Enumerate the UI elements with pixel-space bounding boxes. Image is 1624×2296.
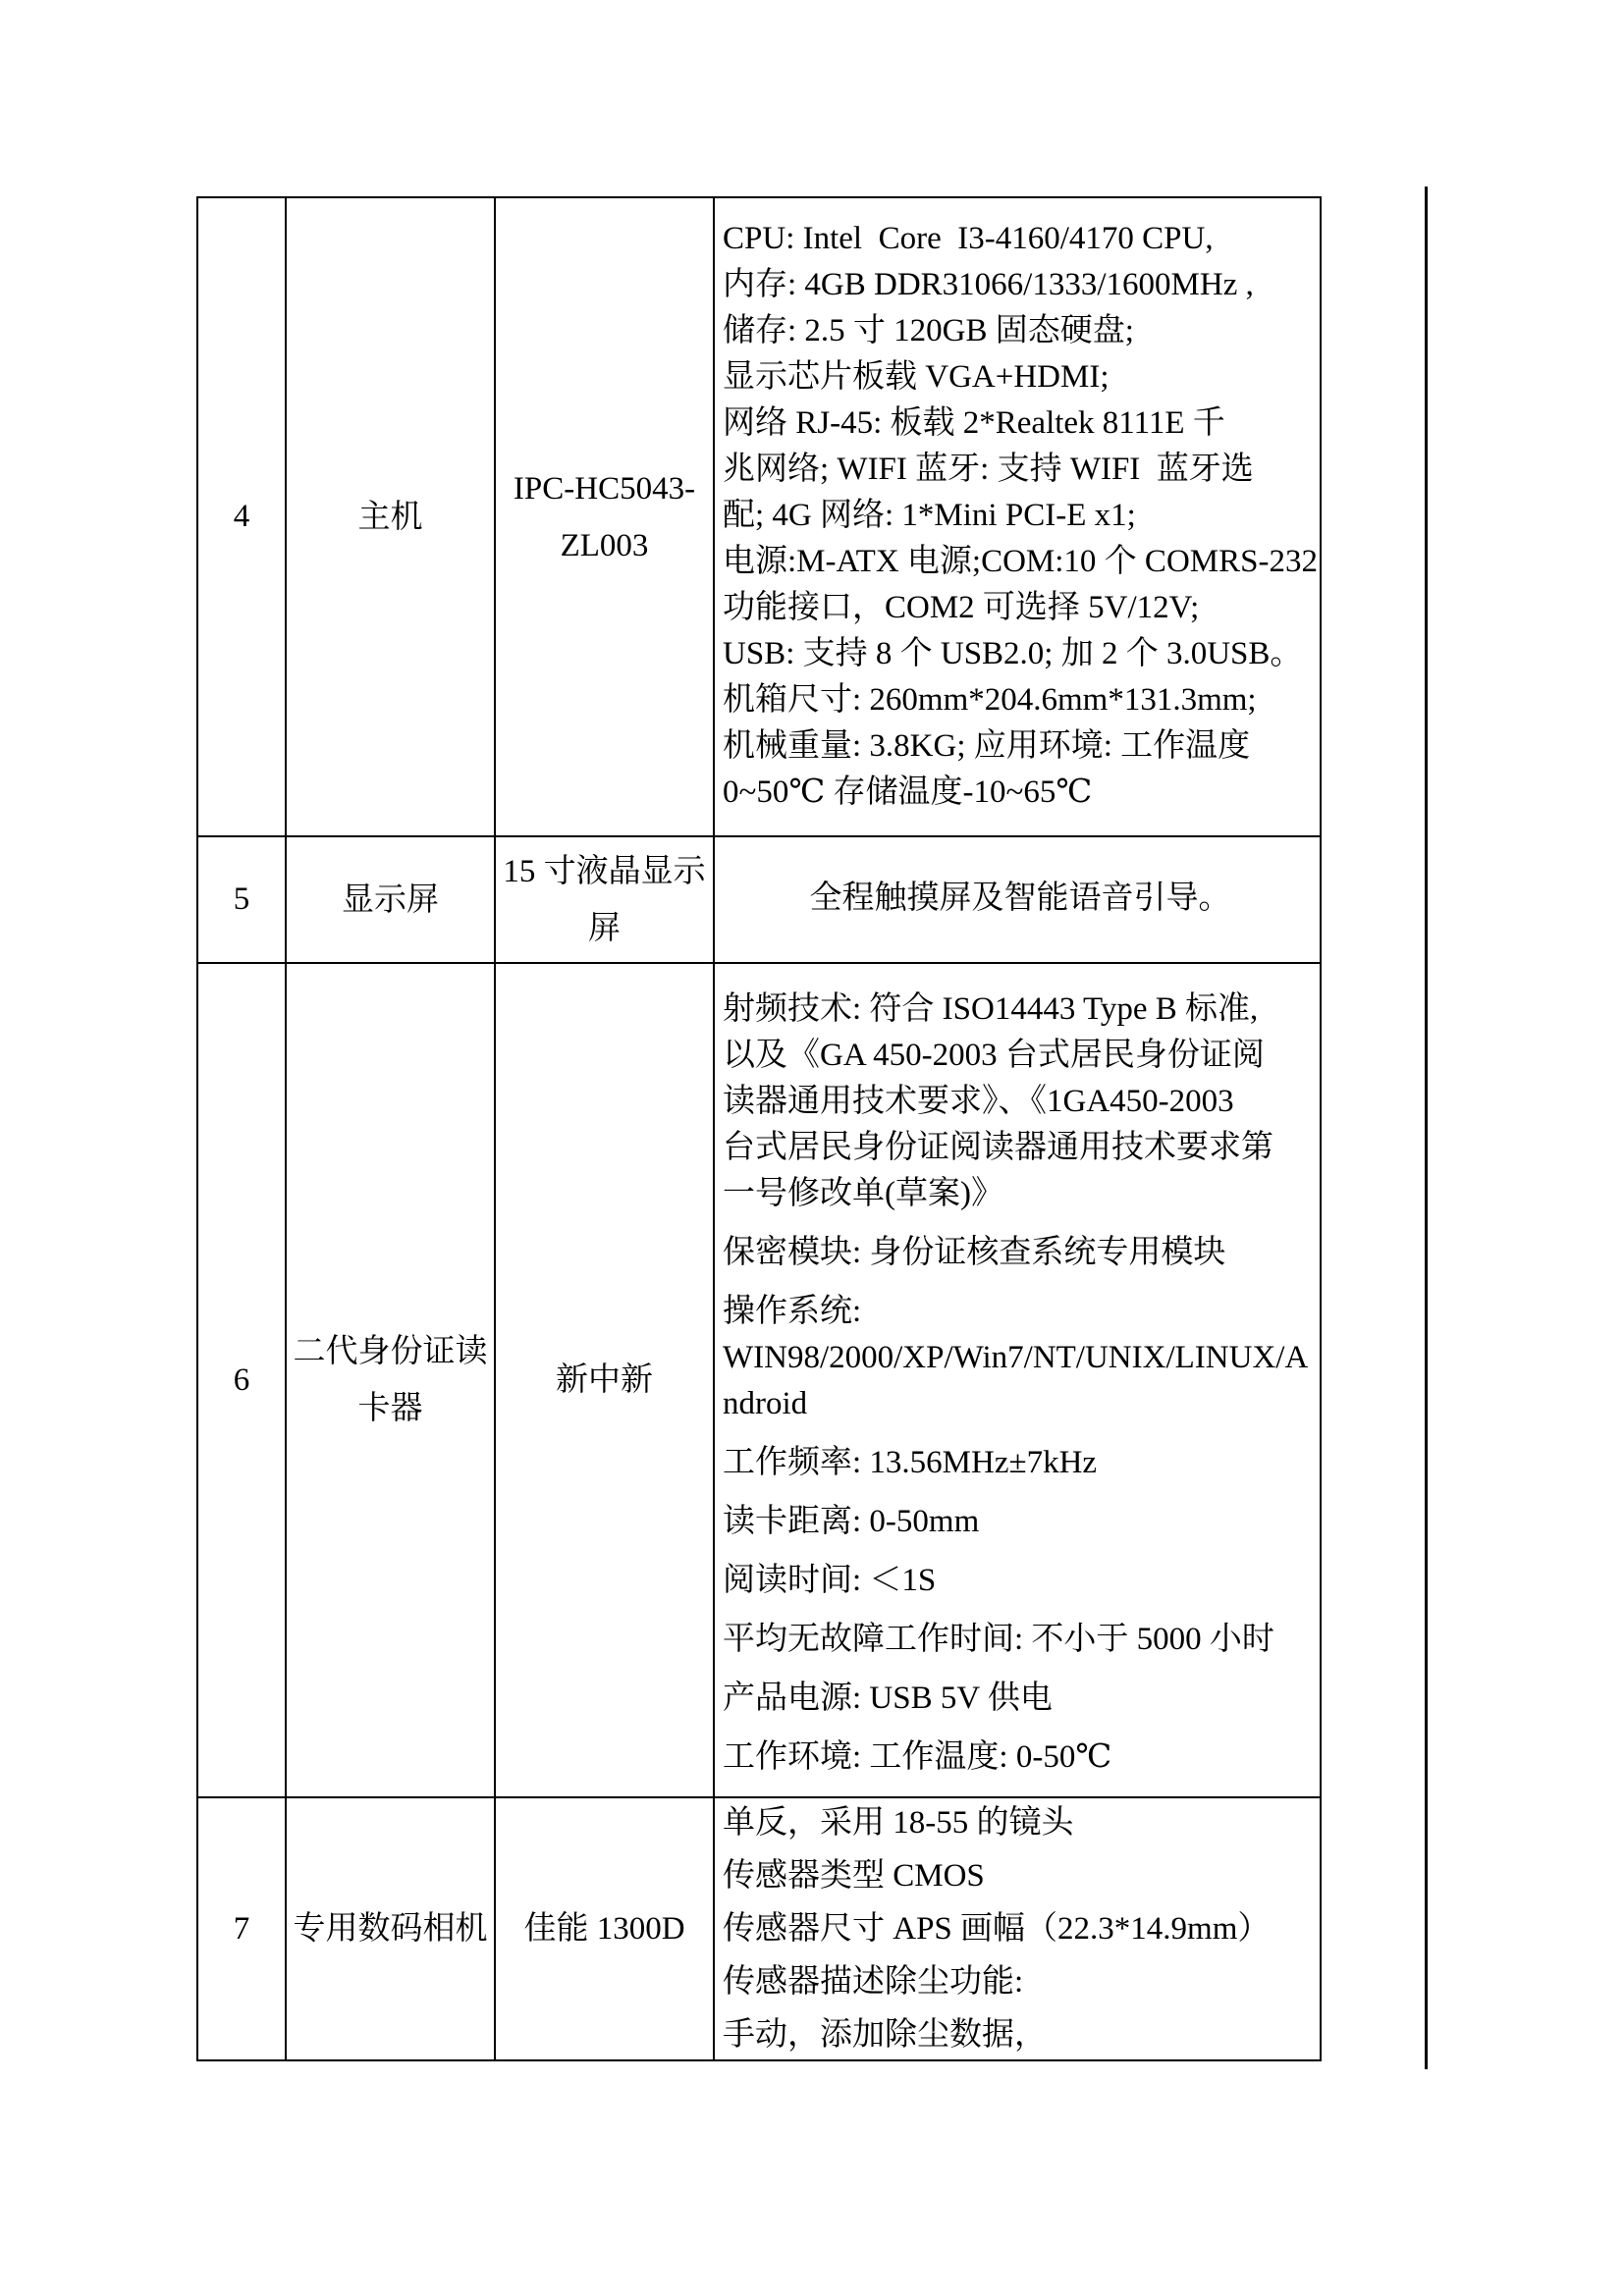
text-line: 传感器描述除尘功能: <box>723 1964 1024 2000</box>
spec-cell <box>714 963 1321 1797</box>
spec-paragraph <box>809 876 1230 922</box>
text-line: 主机 <box>357 499 423 535</box>
text-line: 产品电源: USB 5V 供电 <box>723 1681 1053 1716</box>
text-line: 一号修改单(草案)》 <box>723 1176 1003 1211</box>
text-line: 显示芯片板载 VGA+HDMI; <box>723 359 1110 395</box>
text-line: 网络 RJ-45: 板载 2*Realtek 8111E 千 <box>723 405 1225 441</box>
text-line: 机箱尺寸: 260mm*204.6mm*131.3mm; <box>723 682 1257 718</box>
text-line: 传感器类型 CMOS <box>723 1858 985 1894</box>
text-line: 配; 4G 网络: 1*Mini PCI-E x1; <box>723 498 1136 533</box>
device-name-cell <box>286 197 495 836</box>
spec-paragraph <box>723 1800 1318 1846</box>
text-line: 操作系统: <box>723 1294 862 1329</box>
text-line: 全程触摸屏及智能语音引导。 <box>809 881 1231 916</box>
table-row <box>197 197 1321 836</box>
spec-paragraph <box>723 1617 1318 1663</box>
text-line: 专用数码相机 <box>293 1911 488 1947</box>
model-cell <box>495 963 714 1797</box>
text-line: 储存: 2.5 寸 120GB 固态硬盘; <box>723 313 1134 348</box>
text-line: 机械重量: 3.8KG; 应用环境: 工作温度 <box>723 728 1251 764</box>
row-number-cell: 5 <box>197 836 286 963</box>
text-line: 15 寸液晶显示 <box>503 853 706 889</box>
text-line: 保密模块: 身份证核查系统专用模块 <box>723 1235 1226 1270</box>
text-line: 二代身份证读 <box>293 1334 488 1369</box>
text-line: ZL003 <box>560 527 649 563</box>
spec-paragraph <box>723 216 1318 816</box>
text-line: 工作环境: 工作温度: 0-50℃ <box>723 1739 1112 1775</box>
text-line: 屏 <box>588 910 621 946</box>
spec-cell <box>714 836 1321 963</box>
text-line: CPU: Intel Core I3-4160/4170 CPU, <box>723 221 1214 256</box>
text-line: 读器通用技术要求》、《1GA450-2003 <box>723 1084 1234 1119</box>
spec-paragraph <box>723 1289 1318 1427</box>
text-line: USB: 支持 8 个 USB2.0; 加 2 个 3.0USB。 <box>723 636 1303 671</box>
table-row <box>197 836 1321 963</box>
spec-cell <box>714 197 1321 836</box>
text-line: 读卡距离: 0-50mm <box>723 1504 980 1539</box>
table-row <box>197 963 1321 1797</box>
spec-content <box>715 1798 1320 2057</box>
spec-paragraph <box>723 987 1318 1217</box>
text-line: 手动，添加除尘数据， <box>723 2017 1047 2053</box>
text-line: 显示屏 <box>342 881 439 918</box>
text-line: 电源:M-ATX 电源;COM:10 个 COMRS-232 <box>723 544 1318 579</box>
spec-paragraph <box>723 1906 1318 1952</box>
spec-content <box>715 964 1320 1795</box>
spec-paragraph <box>723 1440 1318 1486</box>
right-margin-rule <box>1425 187 1428 2069</box>
text-line: 兆网络; WIFI 蓝牙: 支持 WIFI 蓝牙选 <box>723 452 1254 487</box>
spec-content <box>715 198 1320 833</box>
text-line: 传感器尺寸 APS 画幅（22.3*14.9mm） <box>723 1911 1271 1947</box>
text-line: 内存: 4GB DDR31066/1333/1600MHz , <box>723 267 1254 302</box>
text-line: 工作频率: 13.56MHz±7kHz <box>723 1445 1098 1480</box>
row-number-cell: 7 <box>197 1797 286 2060</box>
text-line: 阅读时间: ＜1S <box>723 1563 937 1598</box>
spec-content <box>715 837 1320 960</box>
text-line: 台式居民身份证阅读器通用技术要求第 <box>723 1130 1273 1165</box>
text-line: IPC-HC5043- <box>513 470 696 507</box>
text-line: 射频技术: 符合 ISO14443 Type B 标准, <box>723 991 1259 1027</box>
spec-paragraph <box>723 1959 1318 2005</box>
text-line: ndroid <box>723 1386 808 1421</box>
spec-paragraph <box>723 1853 1318 1899</box>
device-name-cell <box>286 836 495 963</box>
text-line: WIN98/2000/XP/Win7/NT/UNIX/LINUX/A <box>723 1340 1309 1375</box>
model-cell <box>495 836 714 963</box>
table-row <box>197 1797 1321 2060</box>
text-line: 平均无故障工作时间: 不小于 5000 小时 <box>723 1622 1274 1657</box>
spec-paragraph <box>723 1499 1318 1545</box>
text-line: 佳能 1300D <box>523 1911 685 1947</box>
spec-cell <box>714 1797 1321 2060</box>
equipment-spec-table <box>196 196 1322 2061</box>
device-name-cell <box>286 1797 495 2060</box>
model-cell <box>495 1797 714 2060</box>
spec-paragraph <box>723 1230 1318 1276</box>
device-name-cell <box>286 963 495 1797</box>
text-line: 以及《GA 450-2003 台式居民身份证阅 <box>723 1038 1265 1073</box>
text-line: 功能接口，COM2 可选择 5V/12V; <box>723 590 1200 625</box>
spec-paragraph <box>723 1735 1318 1781</box>
row-number-cell: 6 <box>197 963 286 1797</box>
row-number-cell: 4 <box>197 197 286 836</box>
text-line: 0~50℃ 存储温度-10~65℃ <box>723 774 1093 810</box>
text-line: 单反，采用 18-55 的镜头 <box>723 1805 1074 1841</box>
spec-paragraph <box>723 2012 1318 2057</box>
spec-paragraph <box>723 1676 1318 1722</box>
model-cell <box>495 197 714 836</box>
text-line: 新中新 <box>556 1362 653 1398</box>
text-line: 卡器 <box>357 1391 423 1426</box>
spec-paragraph <box>723 1558 1318 1604</box>
